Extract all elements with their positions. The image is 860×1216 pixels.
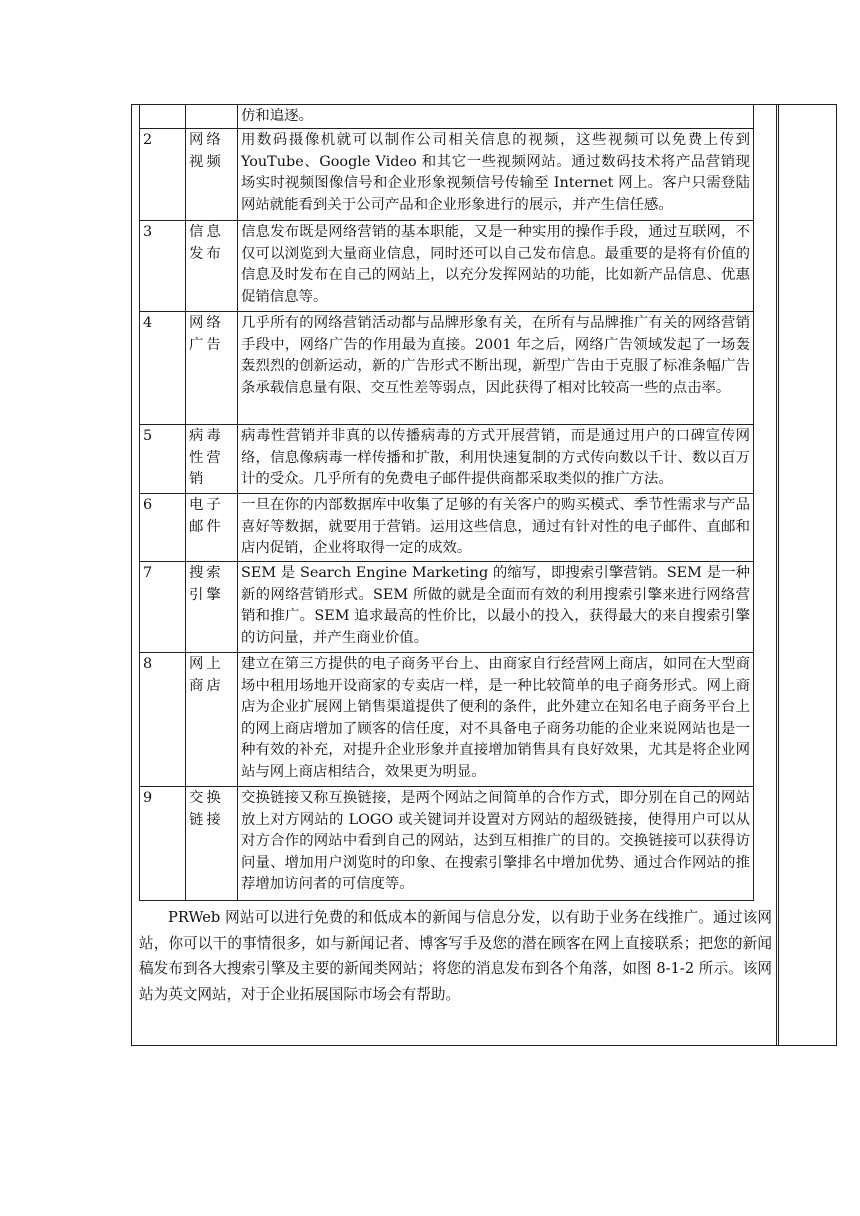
row-number: 8 — [140, 653, 186, 787]
column-divider — [776, 104, 777, 1046]
marketing-methods-table — [139, 104, 754, 901]
table-row — [140, 221, 754, 312]
table-row — [140, 562, 754, 653]
row-number — [140, 105, 186, 129]
method-name: 搜索引擎 — [186, 562, 238, 653]
method-description: 交换链接又称互换链接，是两个网站之间简单的合作方式，即分别在自己的网站放上对方网站的 LOGO 或关键词并设置对方网站的超级链接，使得用户可以从对方合作的网站中看到自己的网站，达到互相推广的目的。交换链接可以获得访问量、增加用户浏览时的印象、在搜索引擎排名中增加优势、通过合作网站的推荐增加访问者的可信度等。 — [238, 787, 754, 901]
row-number: 2 — [140, 129, 186, 221]
method-name: 病毒性营销 — [186, 425, 238, 494]
method-description: 用数码摄像机就可以制作公司相关信息的视频，这些视频可以免费上传到YouTube、Google Video 和其它一些视频网站。通过数码技术将产品营销现场实时视频图像信号和企业形象视频信号传输至 Internet 网上。客户只需登陆网站就能看到关于公司产品和企业形象进行的展示，并产生信任感。 — [238, 129, 754, 221]
method-name: 电子邮件 — [186, 494, 238, 562]
method-description: 建立在第三方提供的电子商务平台上、由商家自行经营网上商店，如同在大型商场中租用场地开设商家的专卖店一样，是一种比较简单的电子商务形式。网上商店为企业扩展网上销售渠道提供了便利的条件，此外建立在知名电子商务平台上的网上商店增加了顾客的信任度，对不具备电子商务功能的企业来说网站也是一种有效的补充，对提升企业形象并直接增加销售具有良好效果，尤其是将企业网站与网上商店相结合，效果更为明显。 — [238, 653, 754, 787]
method-name: 网络广告 — [186, 312, 238, 425]
table-row — [140, 494, 754, 562]
table-row — [140, 425, 754, 494]
row-number: 9 — [140, 787, 186, 901]
method-description: 仿和追逐。 — [238, 105, 754, 129]
table-row — [140, 105, 754, 129]
row-number: 4 — [140, 312, 186, 425]
table-row — [140, 653, 754, 787]
row-number: 7 — [140, 562, 186, 653]
body-paragraph: PRWeb 网站可以进行免费的和低成本的新闻与信息分发，以有助于业务在线推广。通过该网站，你可以干的事情很多，如与新闻记者、博客写手及您的潜在顾客在网上直接联系；把您的新闻稿发布到各大搜索引擎及主要的新闻类网站；将您的消息发布到各个角落，如图 8-1-2 所示。该网站为英文网站，对于企业拓展国际市场会有帮助。 — [139, 909, 772, 1003]
method-name: 交换链接 — [186, 787, 238, 901]
method-description: 信息发布既是网络营销的基本职能，又是一种实用的操作手段，通过互联网，不仅可以浏览到大量商业信息，同时还可以自己发布信息。最重要的是将有价值的信息及时发布在自己的网站上，以充分发挥网站的功能，比如新产品信息、优惠促销信息等。 — [238, 221, 754, 312]
row-number: 5 — [140, 425, 186, 494]
method-name: 网上商店 — [186, 653, 238, 787]
method-name: 网络视频 — [186, 129, 238, 221]
method-description: SEM 是 Search Engine Marketing 的缩写，即搜索引擎营销。SEM 是一种新的网络营销形式。SEM 所做的就是全面而有效的利用搜索引擎来进行网络营销和推广。SEM 追求最高的性价比，以最小的投入，获得最大的来自搜索引擎的访问量，并产生商业价值。 — [238, 562, 754, 653]
table-row — [140, 129, 754, 221]
method-description: 病毒性营销并非真的以传播病毒的方式开展营销，而是通过用户的口碑宣传网络，信息像病毒一样传播和扩散，利用快速复制的方式传向数以千计、数以百万计的受众。几乎所有的免费电子邮件提供商都采取类似的推广方法。 — [238, 425, 754, 494]
column-divider — [778, 104, 779, 1046]
method-name — [186, 105, 238, 129]
table-row — [140, 312, 754, 425]
method-description: 一旦在你的内部数据库中收集了足够的有关客户的购买模式、季节性需求与产品喜好等数据，就要用于营销。运用这些信息，通过有针对性的电子邮件、直邮和店内促销，企业将取得一定的成效。 — [238, 494, 754, 562]
row-number: 3 — [140, 221, 186, 312]
table-row — [140, 787, 754, 901]
method-description: 几乎所有的网络营销活动都与品牌形象有关，在所有与品牌推广有关的网络营销手段中，网络广告的作用最为直接。2001 年之后，网络广告领域发起了一场轰轰烈烈的创新运动，新的广告形式不断出现，新型广告由于克服了标准条幅广告条承载信息量有限、交互性差等弱点，因此获得了相对比较高一些的点击率。 — [238, 312, 754, 425]
row-number: 6 — [140, 494, 186, 562]
method-name: 信息发布 — [186, 221, 238, 312]
